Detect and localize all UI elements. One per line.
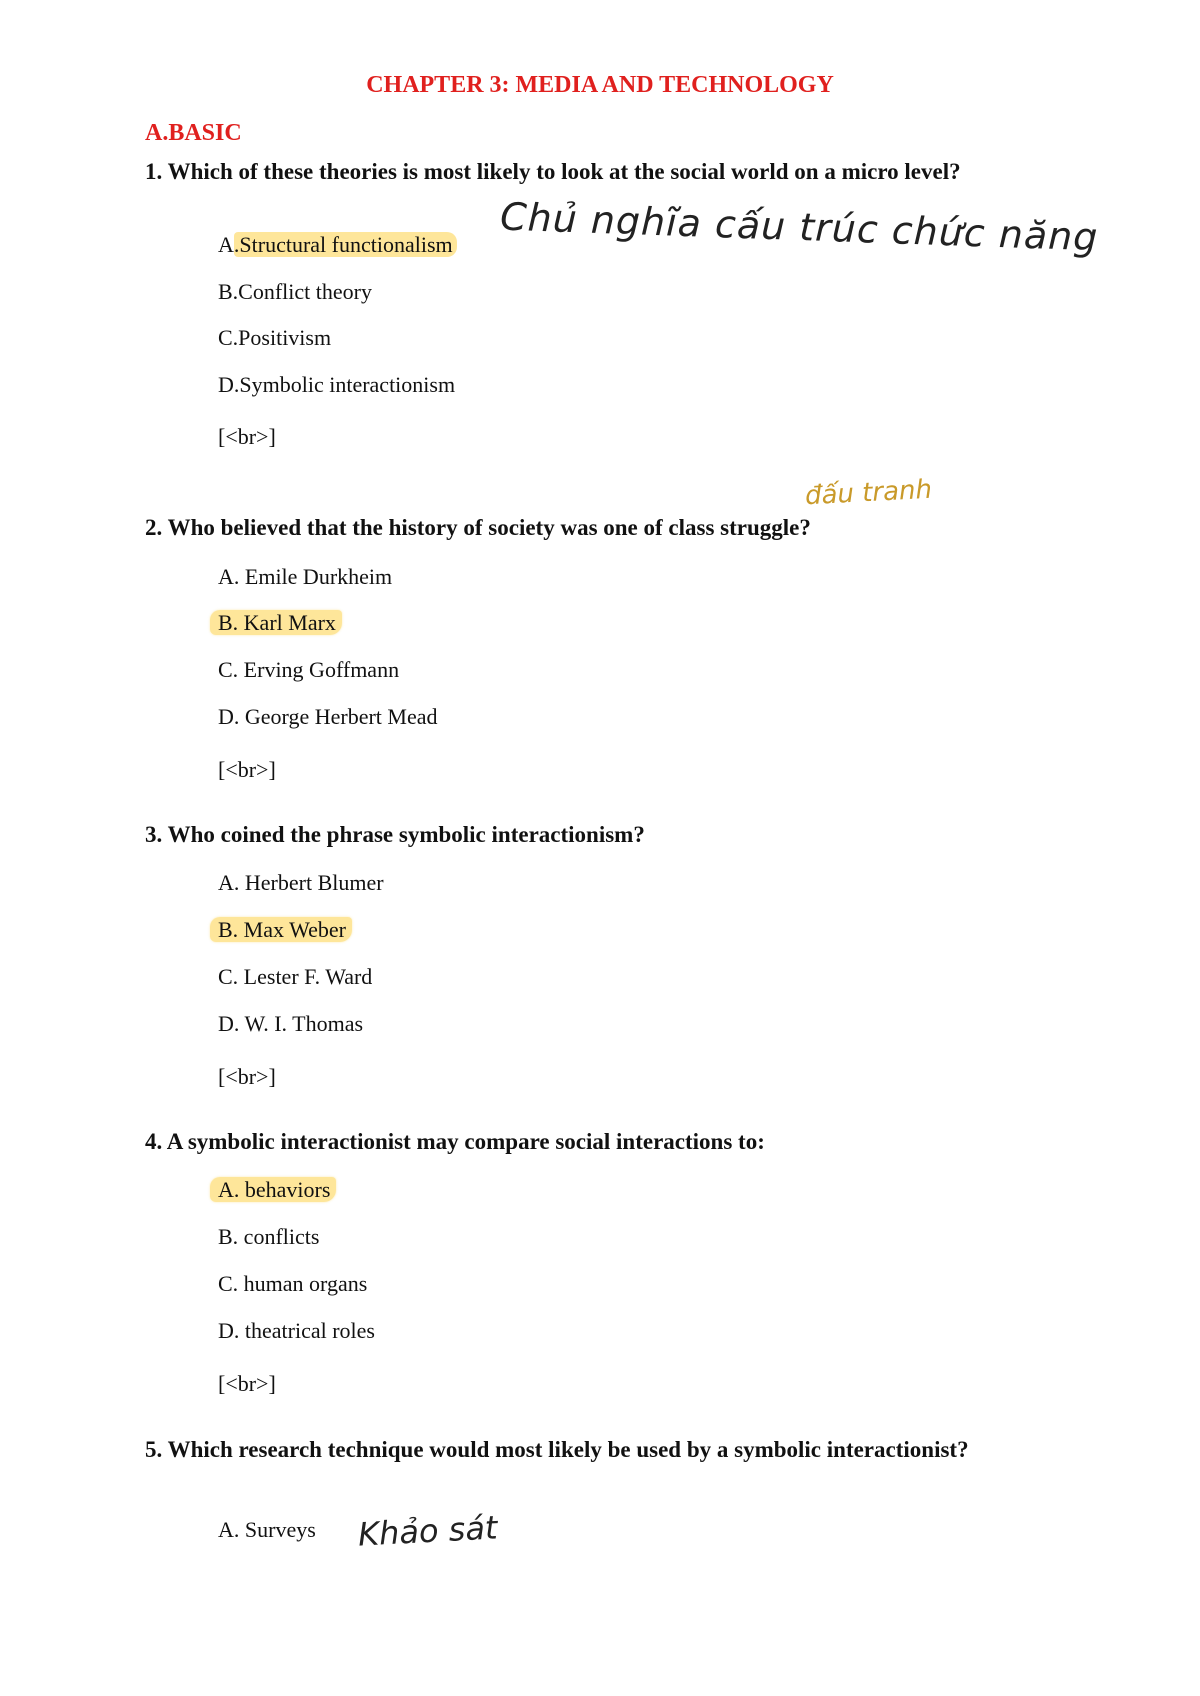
question-2-text: 2. Who believed that the history of society was one of class struggle? [145, 515, 811, 540]
question-3-separator: [<br>] [218, 1064, 276, 1089]
question-4-option-d: D. theatrical roles [218, 1318, 375, 1343]
handwritten-note-2: đấu tranh [804, 474, 933, 512]
option-a-prefix: A [218, 232, 234, 257]
handwritten-note-3: Khảo sát [357, 1508, 499, 1554]
section-heading: A.BASIC [145, 120, 242, 146]
handwritten-note-1: Chủ nghĩa cấu trúc chức năng [499, 194, 1100, 260]
answer-highlight: .Structural functionalism [234, 232, 457, 257]
question-5-text: 5. Which research technique would most likely be used by a symbolic interactionist? [145, 1437, 969, 1462]
question-1-text: 1. Which of these theories is most likely to look at the social world on a micro level? [145, 159, 961, 184]
answer-highlight: B. Max Weber [210, 917, 352, 942]
question-2-option-b [218, 608, 342, 638]
question-3-option-d: D. W. I. Thomas [218, 1011, 364, 1036]
question-3-option-b [218, 915, 352, 945]
question-4-separator: [<br>] [218, 1371, 276, 1396]
question-4-option-c: C. human organs [218, 1271, 368, 1296]
chapter-title: CHAPTER 3: MEDIA AND TECHNOLOGY [366, 72, 834, 98]
question-1-option-c: C.Positivism [218, 325, 332, 350]
question-4-option-a [218, 1175, 336, 1205]
answer-highlight: A. behaviors [210, 1177, 336, 1202]
question-3-text: 3. Who coined the phrase symbolic interactionism? [145, 822, 645, 847]
answer-highlight: B. Karl Marx [210, 610, 342, 635]
question-4-text: 4. A symbolic interactionist may compare social interactions to: [145, 1129, 765, 1154]
question-2-option-a: A. Emile Durkheim [218, 564, 393, 589]
question-1-option-a [218, 230, 457, 260]
question-1-separator: [<br>] [218, 424, 276, 449]
question-4-option-b: B. conflicts [218, 1224, 320, 1249]
question-1-option-b: B.Conflict theory [218, 279, 372, 304]
question-3-option-c: C. Lester F. Ward [218, 964, 373, 989]
question-2-option-c: C. Erving Goffmann [218, 657, 400, 682]
question-2-separator: [<br>] [218, 757, 276, 782]
question-3-option-a: A. Herbert Blumer [218, 870, 384, 895]
question-5-option-a: A. Surveys [218, 1517, 316, 1542]
question-2-option-d: D. George Herbert Mead [218, 704, 438, 729]
question-1-option-d: D.Symbolic interactionism [218, 372, 456, 397]
